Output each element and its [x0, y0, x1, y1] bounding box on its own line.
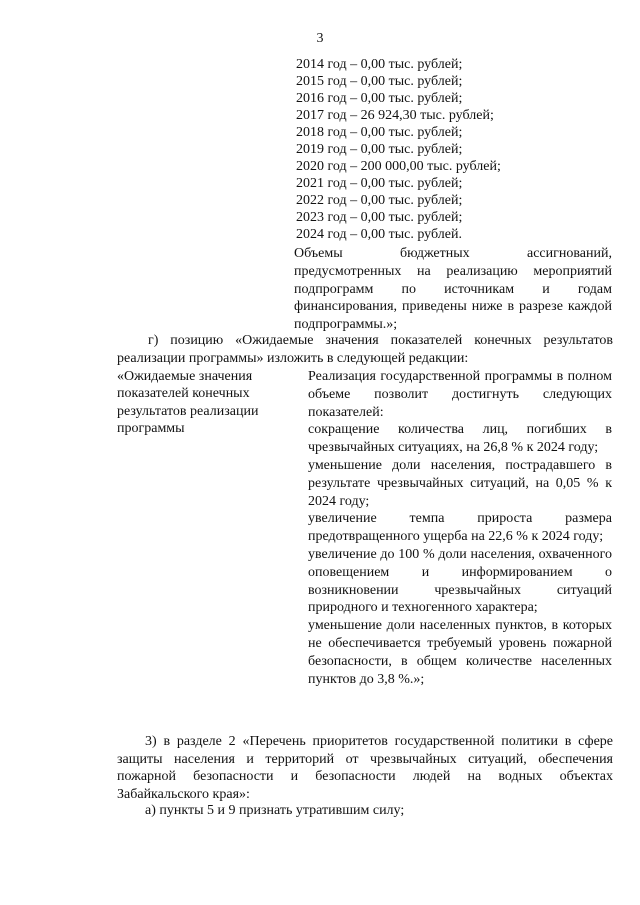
funding-year-line: 2024 год – 0,00 тыс. рублей.: [296, 227, 462, 242]
funding-year-list: [296, 56, 501, 243]
paragraph-a: а) пункты 5 и 9 признать утратившим силу;: [145, 803, 405, 818]
funding-year-line: 2020 год – 200 000,00 тыс. рублей;: [296, 159, 501, 174]
funding-year-line: 2021 год – 0,00 тыс. рублей;: [296, 176, 463, 191]
table-right-item: увеличение до 100 % доли населения, охваченного оповещением и информированием о возникновении чрезвычайных ситуаций природного и техногенного характера;: [308, 546, 612, 616]
table-right-item: увеличение темпа прироста размера предотвращенного ущерба на 22,6 % к 2024 году;: [308, 511, 612, 545]
funding-year-line: 2018 год – 0,00 тыс. рублей;: [296, 125, 463, 140]
page-number: 3: [316, 31, 324, 46]
funding-year-line: 2022 год – 0,00 тыс. рублей;: [296, 193, 463, 208]
funding-year-line: 2019 год – 0,00 тыс. рублей;: [296, 142, 463, 157]
paragraph-g: г) позицию «Ожидаемые значения показателей конечных результатов реализации программы» изложить в следующей редакции:: [117, 333, 613, 366]
budget-volume-note: Объемы бюджетных ассигнований, предусмотренных на реализацию мероприятий подпрограмм по источникам и годам финансирования, приведены ниже в разрезе каждой подпрограммы.»;: [294, 246, 612, 333]
table-right-cell: [308, 368, 612, 688]
funding-year-line: 2017 год – 26 924,30 тыс. рублей;: [296, 108, 494, 123]
table-right-item: сокращение количества лиц, погибших в чрезвычайных ситуациях, на 26,8 % к 2024 году;: [308, 422, 612, 456]
funding-year-line: 2016 год – 0,00 тыс. рублей;: [296, 91, 463, 106]
table-right-item: уменьшение доли населения, пострадавшего в результате чрезвычайных ситуаций, на 0,05 % к 2024 году;: [308, 457, 612, 509]
funding-year-line: 2014 год – 0,00 тыс. рублей;: [296, 57, 463, 72]
table-left-cell: «Ожидаемые значения показателей конечных результатов реализации программы: [117, 369, 259, 437]
table-right-item: Реализация государственной программы в полном объеме позволит достигнуть следующих показателей:: [308, 369, 612, 420]
funding-year-line: 2023 год – 0,00 тыс. рублей;: [296, 210, 463, 225]
paragraph-3: 3) в разделе 2 «Перечень приоритетов государственной политики в сфере защиты населения и территорий от чрезвычайных ситуаций, обеспечения пожарной безопасности и безопасности людей на водных объектах Забайкальского края»:: [117, 734, 613, 802]
table-right-item: уменьшение доли населенных пунктов, в которых не обеспечивается требуемый уровень пожарной безопасности, в общем количестве населенных пунктов до 3,8 %.»;: [308, 618, 612, 687]
funding-year-line: 2015 год – 0,00 тыс. рублей;: [296, 74, 463, 89]
